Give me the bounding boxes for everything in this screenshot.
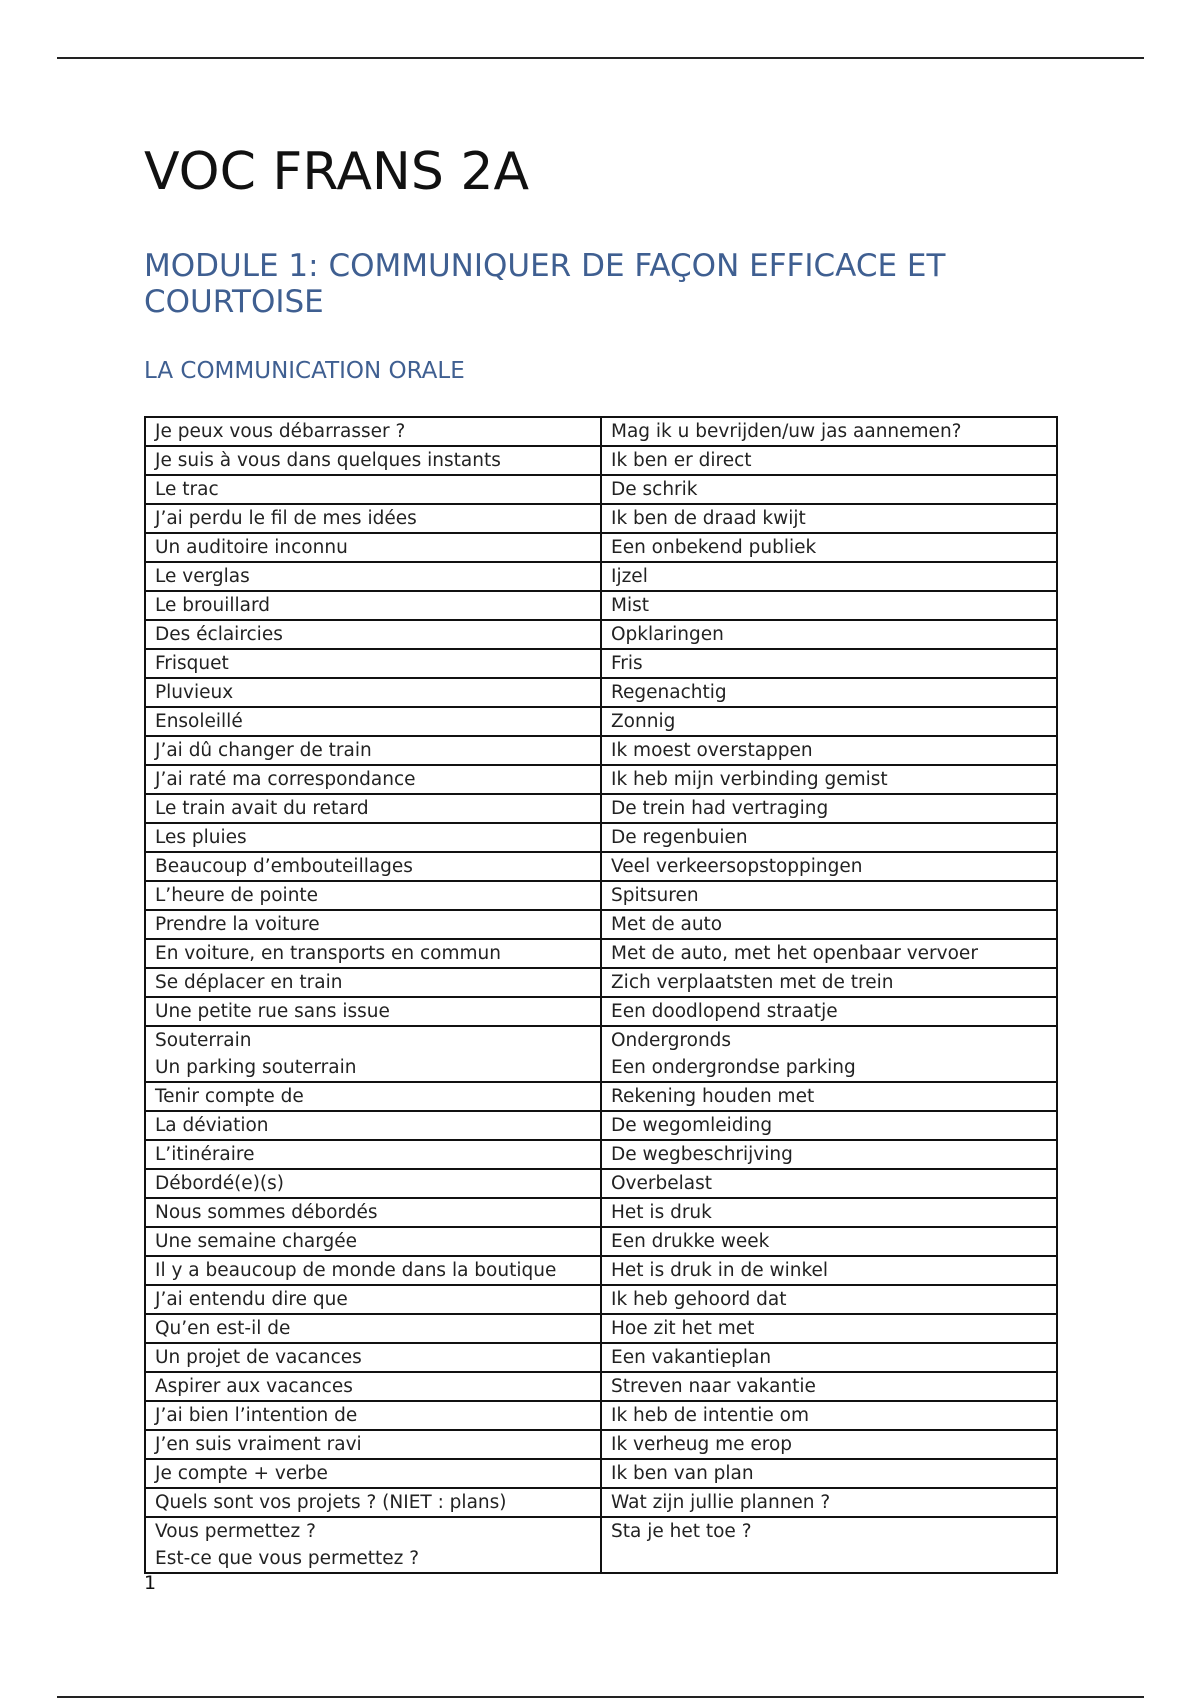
dutch-translation-cell: Het is druk in de winkel: [601, 1256, 1057, 1285]
french-term-cell: Les pluies: [145, 823, 601, 852]
french-term-cell: L’heure de pointe: [145, 881, 601, 910]
table-row: [145, 1488, 1057, 1517]
dutch-translation-cell: Zich verplaatsten met de trein: [601, 968, 1057, 997]
table-row: [145, 1401, 1057, 1430]
module-title: MODULE 1: COMMUNIQUER DE FAÇON EFFICACE ET COURTOISE: [144, 248, 946, 320]
dutch-translation-cell: Rekening houden met: [601, 1082, 1057, 1111]
table-row: [145, 1372, 1057, 1401]
dutch-translation-cell: De trein had vertraging: [601, 794, 1057, 823]
table-row: [145, 1169, 1057, 1198]
dutch-translation-cell: Wat zijn jullie plannen ?: [601, 1488, 1057, 1517]
dutch-translation-cell: Een doodlopend straatje: [601, 997, 1057, 1026]
french-term-cell: Le brouillard: [145, 591, 601, 620]
vocabulary-table-body: [145, 417, 1057, 1573]
french-term-cell: Le train avait du retard: [145, 794, 601, 823]
table-row: [145, 1026, 1057, 1082]
table-row: [145, 1140, 1057, 1169]
dutch-translation-cell: Met de auto, met het openbaar vervoer: [601, 939, 1057, 968]
table-row: [145, 939, 1057, 968]
table-row: [145, 1343, 1057, 1372]
table-row: [145, 1285, 1057, 1314]
table-row: [145, 794, 1057, 823]
document-title: VOC FRANS 2A: [144, 142, 530, 202]
table-row: [145, 736, 1057, 765]
table-row: [145, 533, 1057, 562]
table-row: [145, 1111, 1057, 1140]
dutch-translation-cell: Ik heb mijn verbinding gemist: [601, 765, 1057, 794]
table-row: [145, 707, 1057, 736]
french-term-cell: Je compte + verbe: [145, 1459, 601, 1488]
table-row: [145, 1517, 1057, 1573]
footer-rule: [57, 1696, 1144, 1698]
dutch-translation-cell: Mag ik u bevrijden/uw jas aannemen?: [601, 417, 1057, 446]
french-term-cell: J’ai raté ma correspondance: [145, 765, 601, 794]
dutch-translation-cell: Overbelast: [601, 1169, 1057, 1198]
french-term-cell: J’ai bien l’intention de: [145, 1401, 601, 1430]
dutch-translation-cell: De wegomleiding: [601, 1111, 1057, 1140]
dutch-translation-cell: Ik ben van plan: [601, 1459, 1057, 1488]
dutch-translation-cell: Sta je het toe ?: [601, 1517, 1057, 1573]
table-row: [145, 1198, 1057, 1227]
french-term-cell: Beaucoup d’embouteillages: [145, 852, 601, 881]
french-term-cell: Souterrain Un parking souterrain: [145, 1026, 601, 1082]
dutch-translation-cell: Ik heb de intentie om: [601, 1401, 1057, 1430]
table-row: [145, 562, 1057, 591]
french-term-cell: L’itinéraire: [145, 1140, 601, 1169]
french-term-cell: J’en suis vraiment ravi: [145, 1430, 601, 1459]
french-term-cell: Un auditoire inconnu: [145, 533, 601, 562]
table-row: [145, 1430, 1057, 1459]
table-row: [145, 881, 1057, 910]
dutch-translation-cell: Een onbekend publiek: [601, 533, 1057, 562]
table-row: [145, 910, 1057, 939]
french-term-cell: Pluvieux: [145, 678, 601, 707]
french-term-cell: Tenir compte de: [145, 1082, 601, 1111]
french-term-cell: Vous permettez ? Est-ce que vous permettez ?: [145, 1517, 601, 1573]
dutch-translation-cell: Regenachtig: [601, 678, 1057, 707]
dutch-translation-cell: De regenbuien: [601, 823, 1057, 852]
dutch-translation-cell: Ik ben de draad kwijt: [601, 504, 1057, 533]
french-term-cell: En voiture, en transports en commun: [145, 939, 601, 968]
french-term-cell: Le trac: [145, 475, 601, 504]
french-term-cell: Aspirer aux vacances: [145, 1372, 601, 1401]
dutch-translation-cell: Spitsuren: [601, 881, 1057, 910]
table-row: [145, 591, 1057, 620]
french-term-cell: Une petite rue sans issue: [145, 997, 601, 1026]
french-term-cell: Nous sommes débordés: [145, 1198, 601, 1227]
french-term-cell: Il y a beaucoup de monde dans la boutique: [145, 1256, 601, 1285]
table-row: [145, 968, 1057, 997]
dutch-translation-cell: Hoe zit het met: [601, 1314, 1057, 1343]
french-term-cell: Quels sont vos projets ? (NIET : plans): [145, 1488, 601, 1517]
dutch-translation-cell: Met de auto: [601, 910, 1057, 939]
table-row: [145, 997, 1057, 1026]
dutch-translation-cell: De schrik: [601, 475, 1057, 504]
page-number: 1: [144, 1572, 157, 1594]
dutch-translation-cell: Ijzel: [601, 562, 1057, 591]
dutch-translation-cell: Een vakantieplan: [601, 1343, 1057, 1372]
french-term-cell: Des éclaircies: [145, 620, 601, 649]
table-row: [145, 1082, 1057, 1111]
french-term-cell: Je peux vous débarrasser ?: [145, 417, 601, 446]
french-term-cell: Se déplacer en train: [145, 968, 601, 997]
dutch-translation-cell: Veel verkeersopstoppingen: [601, 852, 1057, 881]
dutch-translation-cell: Opklaringen: [601, 620, 1057, 649]
table-row: [145, 1256, 1057, 1285]
table-row: [145, 504, 1057, 533]
table-row: [145, 823, 1057, 852]
dutch-translation-cell: Streven naar vakantie: [601, 1372, 1057, 1401]
french-term-cell: La déviation: [145, 1111, 601, 1140]
table-row: [145, 475, 1057, 504]
table-row: [145, 620, 1057, 649]
header-rule: [57, 57, 1144, 59]
dutch-translation-cell: Ik heb gehoord dat: [601, 1285, 1057, 1314]
french-term-cell: Frisquet: [145, 649, 601, 678]
table-row: [145, 1314, 1057, 1343]
vocabulary-table: [144, 416, 1058, 1574]
table-row: [145, 649, 1057, 678]
dutch-translation-cell: Ik ben er direct: [601, 446, 1057, 475]
french-term-cell: Je suis à vous dans quelques instants: [145, 446, 601, 475]
dutch-translation-cell: Een drukke week: [601, 1227, 1057, 1256]
dutch-translation-cell: Ik moest overstappen: [601, 736, 1057, 765]
table-row: [145, 417, 1057, 446]
dutch-translation-cell: Fris: [601, 649, 1057, 678]
dutch-translation-cell: Het is druk: [601, 1198, 1057, 1227]
french-term-cell: Débordé(e)(s): [145, 1169, 601, 1198]
french-term-cell: Ensoleillé: [145, 707, 601, 736]
french-term-cell: Prendre la voiture: [145, 910, 601, 939]
french-term-cell: J’ai entendu dire que: [145, 1285, 601, 1314]
table-row: [145, 1459, 1057, 1488]
french-term-cell: J’ai perdu le fil de mes idées: [145, 504, 601, 533]
dutch-translation-cell: De wegbeschrijving: [601, 1140, 1057, 1169]
french-term-cell: Le verglas: [145, 562, 601, 591]
table-row: [145, 765, 1057, 794]
section-title: LA COMMUNICATION ORALE: [144, 358, 465, 384]
dutch-translation-cell: Ik verheug me erop: [601, 1430, 1057, 1459]
french-term-cell: J’ai dû changer de train: [145, 736, 601, 765]
dutch-translation-cell: Zonnig: [601, 707, 1057, 736]
dutch-translation-cell: Mist: [601, 591, 1057, 620]
table-row: [145, 678, 1057, 707]
table-row: [145, 446, 1057, 475]
french-term-cell: Qu’en est-il de: [145, 1314, 601, 1343]
table-row: [145, 852, 1057, 881]
french-term-cell: Une semaine chargée: [145, 1227, 601, 1256]
table-row: [145, 1227, 1057, 1256]
dutch-translation-cell: Ondergronds Een ondergrondse parking: [601, 1026, 1057, 1082]
french-term-cell: Un projet de vacances: [145, 1343, 601, 1372]
